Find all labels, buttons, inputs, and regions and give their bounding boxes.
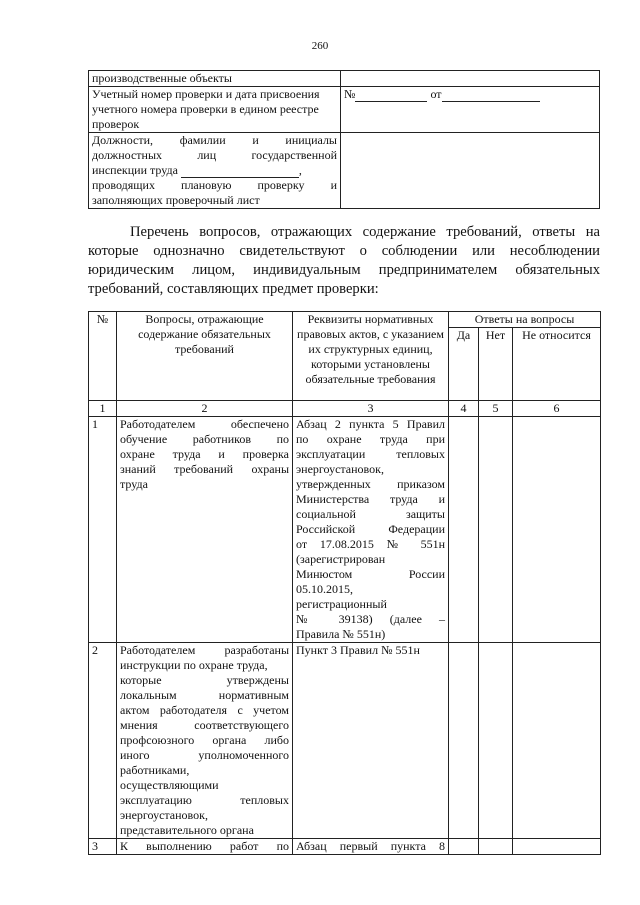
header-requisites: Реквизиты нормативных правовых актов, с указанием их структурных единиц, которыми установлены обязательные требования bbox=[293, 312, 449, 401]
info-row-inspectors bbox=[89, 133, 600, 209]
label-line: должностных лиц государственной bbox=[92, 148, 337, 162]
info-value-registration-number bbox=[341, 87, 600, 133]
table-row bbox=[89, 643, 601, 839]
info-label-inspectors bbox=[89, 133, 341, 209]
header-yes: Да bbox=[449, 328, 479, 401]
answer-no-cell[interactable] bbox=[479, 839, 513, 855]
answer-na-cell[interactable] bbox=[513, 839, 601, 855]
answer-no-cell[interactable] bbox=[479, 643, 513, 839]
requisites-cell: Пункт 3 Правил № 551н bbox=[293, 643, 449, 839]
from-label: от bbox=[430, 87, 442, 101]
column-number: 2 bbox=[117, 401, 293, 417]
answer-na-cell[interactable] bbox=[513, 417, 601, 643]
inspection-blank bbox=[181, 165, 299, 178]
label-line: Должности, фамилии и инициалы bbox=[92, 133, 337, 147]
column-number: 3 bbox=[293, 401, 449, 417]
header-no: Нет bbox=[479, 328, 513, 401]
label-line: проводящих плановую проверку и bbox=[92, 178, 337, 192]
header-question: Вопросы, отражающие содержание обязательных требований bbox=[117, 312, 293, 401]
inspection-info-table bbox=[88, 70, 600, 209]
table-row bbox=[89, 839, 601, 855]
header-row bbox=[89, 312, 601, 328]
checklist-table bbox=[88, 311, 601, 855]
info-value-inspectors bbox=[341, 133, 600, 209]
info-label-registration-number bbox=[89, 87, 341, 133]
column-number-row bbox=[89, 401, 601, 417]
header-num: № bbox=[89, 312, 117, 401]
requisites-cell: Абзац 2 пункта 5 Правил по охране труда при эксплуатации тепловых энергоустановок, утвержденных приказом Министерства труда и социальной защиты Российской Федерации от 17.08.2015 № 551н (зарегистрирован Минюстом России 05.10.2015, регистрационный № 39138) (далее – Правила № 551н) bbox=[293, 417, 449, 643]
number-blank bbox=[355, 89, 427, 102]
label-line: проверок bbox=[92, 117, 140, 131]
answer-yes-cell[interactable] bbox=[449, 643, 479, 839]
page-number: 260 bbox=[311, 40, 329, 52]
checklist-preamble: Перечень вопросов, отражающих содержание требований, ответы на которые однозначно свидетельствуют о соблюдении или несоблюдении юридическим лицом, индивидуальным предпринимателем обязательных требований, составляющих предмет проверки: bbox=[88, 224, 600, 297]
question-cell: Работодателем обеспечено обучение работников по охране труда и проверка знаний требований охраны труда bbox=[117, 417, 293, 643]
number-label: № bbox=[344, 87, 356, 101]
header-na: Не относится bbox=[513, 328, 601, 401]
info-row-objects bbox=[89, 71, 600, 87]
date-blank bbox=[442, 89, 540, 102]
column-number: 1 bbox=[89, 401, 117, 417]
label-line: учетного номера проверки в едином реестре bbox=[92, 102, 319, 116]
label-line: Учетный номер проверки и дата присвоения bbox=[92, 87, 320, 101]
column-number: 5 bbox=[479, 401, 513, 417]
answer-yes-cell[interactable] bbox=[449, 417, 479, 643]
label-line: инспекции труда , bbox=[92, 163, 302, 177]
answer-na-cell[interactable] bbox=[513, 643, 601, 839]
label-line: заполняющих проверочный лист bbox=[92, 193, 260, 207]
requisites-cell: Абзац первый пункта 8 bbox=[293, 839, 449, 855]
question-cell: К выполнению работ по bbox=[117, 839, 293, 855]
question-cell: Работодателем разработаны инструкции по охране труда, которые утверждены локальным нормативным актом работодателя с учетом мнения соответствующего профсоюзного органа либо иного уполномоченного работниками, осуществляющими эксплуатацию тепловых энергоустановок, представительного органа bbox=[117, 643, 293, 839]
answer-no-cell[interactable] bbox=[479, 417, 513, 643]
info-value-objects bbox=[341, 71, 600, 87]
row-number: 2 bbox=[89, 643, 117, 839]
answer-yes-cell[interactable] bbox=[449, 839, 479, 855]
info-row-registration-number bbox=[89, 87, 600, 133]
table-row bbox=[89, 417, 601, 643]
info-label-objects: производственные объекты bbox=[89, 71, 341, 87]
row-number: 1 bbox=[89, 417, 117, 643]
header-answers: Ответы на вопросы bbox=[449, 312, 601, 328]
column-number: 4 bbox=[449, 401, 479, 417]
column-number: 6 bbox=[513, 401, 601, 417]
row-number: 3 bbox=[89, 839, 117, 855]
